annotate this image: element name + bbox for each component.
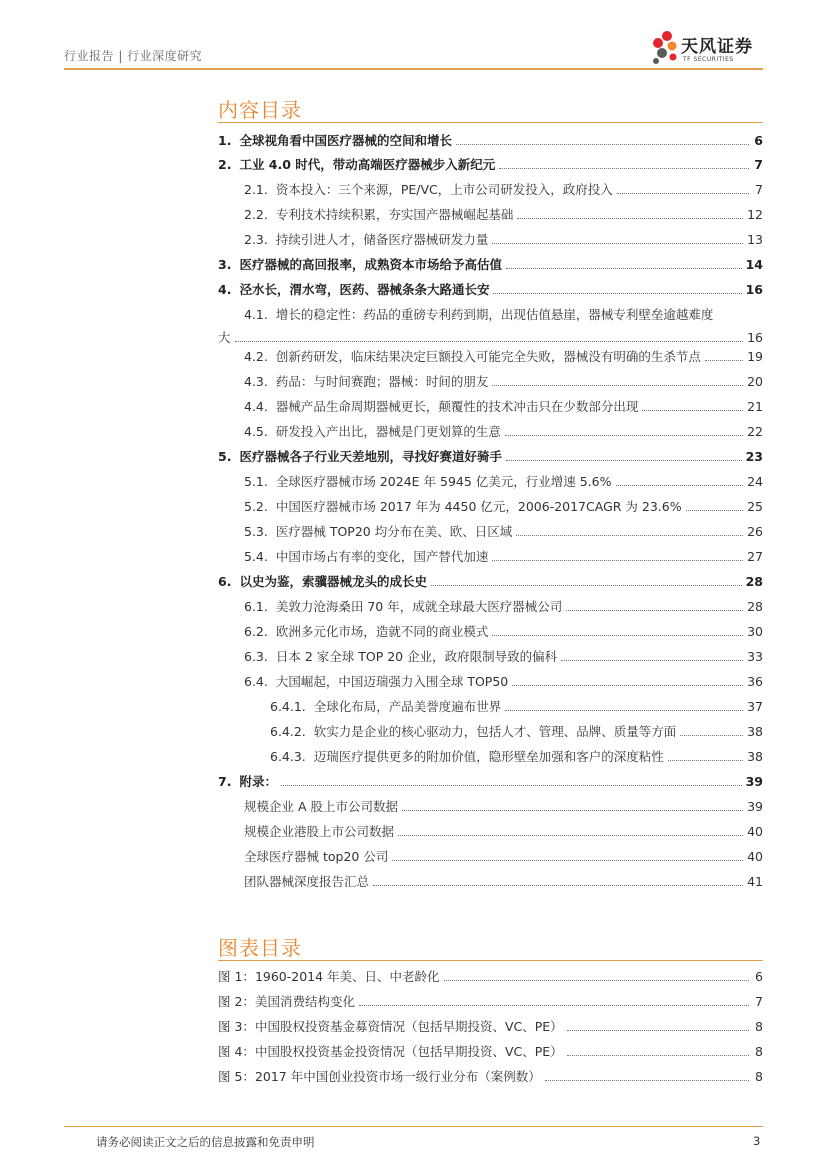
toc-entry-number: 6.4.2. — [270, 724, 306, 739]
figure-entry-number: 图 5： — [218, 1069, 255, 1084]
toc-entry-number: 5. — [218, 449, 232, 464]
leader-dots — [506, 460, 742, 461]
leader-dots — [616, 485, 744, 486]
toc-entry-title: 全球医疗器械 top20 公司 — [244, 849, 389, 864]
toc-entry-title: 全球视角看中国医疗器械的空间和增长 — [239, 133, 452, 148]
toc-entry-page: 38 — [747, 749, 763, 764]
toc-entry-page: 19 — [747, 349, 763, 364]
toc-entry-page: 24 — [747, 474, 763, 489]
figure-entry[interactable] — [218, 967, 763, 985]
toc-entry[interactable] — [218, 772, 763, 790]
toc-entry-page: 12 — [747, 207, 763, 222]
figure-entry-title: 2017 年中国创业投资市场一级行业分布（案例数） — [254, 1069, 541, 1084]
toc-entry[interactable] — [244, 872, 763, 890]
toc-entry[interactable] — [244, 422, 763, 440]
toc-entry[interactable] — [218, 280, 763, 298]
leader-dots — [617, 193, 749, 194]
figure-entry-page: 8 — [755, 1069, 763, 1084]
leader-dots — [392, 860, 743, 861]
toc-entry-page: 25 — [747, 499, 763, 514]
figure-entry-page: 6 — [755, 969, 763, 984]
toc-entry[interactable] — [244, 397, 763, 415]
leader-dots — [281, 785, 742, 786]
toc-entry[interactable] — [244, 372, 763, 390]
toc-entry[interactable] — [218, 131, 763, 149]
leader-dots — [402, 810, 743, 811]
page-number: 3 — [753, 1134, 761, 1148]
leader-dots — [505, 435, 743, 436]
leader-dots — [359, 1005, 749, 1006]
figure-entry-number: 图 4： — [218, 1044, 255, 1059]
toc-entry-title: 迈瑞医疗提供更多的附加价值，隐形壁垒加强和客户的深度粘性 — [313, 749, 664, 764]
toc-entry-title: 持续引进人才，储备医疗器械研发力量 — [275, 232, 489, 247]
toc-entry[interactable] — [244, 497, 763, 515]
leader-dots — [566, 610, 743, 611]
figure-entry[interactable] — [218, 1017, 763, 1035]
toc-entry-title: 美敦力沧海桑田 70 年，成就全球最大医疗器械公司 — [275, 599, 563, 614]
toc-entry-page: 16 — [745, 282, 763, 297]
toc-entry-page: 14 — [745, 257, 763, 272]
toc-entry[interactable] — [270, 722, 763, 740]
figure-entry[interactable] — [218, 1067, 763, 1085]
leader-dots — [516, 535, 743, 536]
toc-entry-title: 资本投入：三个来源，PE/VC，上市公司研发投入，政府投入 — [275, 182, 613, 197]
toc-entry-number: 1. — [218, 133, 232, 148]
leader-dots — [373, 885, 743, 886]
toc-entry-title-continued: 大 — [218, 330, 231, 345]
toc-entry-number: 4.4. — [244, 399, 268, 414]
toc-entry-page: 26 — [747, 524, 763, 539]
footer-rule — [64, 1126, 763, 1127]
toc-entry[interactable] — [244, 672, 763, 690]
toc-entry-title: 团队器械深度报告汇总 — [244, 874, 370, 889]
toc-entry-page: 38 — [747, 724, 763, 739]
toc-entry-page: 30 — [747, 624, 763, 639]
toc-entry-title: 泾水长，渭水弯，医药、器械条条大路通长安 — [239, 282, 490, 297]
toc-entry-title: 软实力是企业的核心驱动力，包括人才、管理、品牌、质量等方面 — [313, 724, 677, 739]
figures-title-rule — [218, 960, 763, 961]
toc-entry-number: 6.2. — [244, 624, 268, 639]
toc-entry[interactable] — [244, 597, 763, 615]
toc-entry-title: 附录： — [239, 774, 277, 789]
toc-entry-page: 33 — [747, 649, 763, 664]
toc-entry[interactable] — [218, 155, 763, 173]
toc-entry-page: 40 — [747, 849, 763, 864]
figure-entry-number: 图 2： — [218, 994, 255, 1009]
toc-entry-number: 5.2. — [244, 499, 268, 514]
toc-entry-number: 6. — [218, 574, 232, 589]
leader-dots — [492, 560, 743, 561]
header-rule — [64, 68, 763, 70]
toc-entry-title: 中国市场占有率的变化，国产替代加速 — [275, 549, 489, 564]
toc-entry-title: 日本 2 家全球 TOP 20 企业，政府限制导致的偏科 — [275, 649, 558, 664]
toc-entry[interactable] — [244, 822, 763, 840]
footer-disclaimer: 请务必阅读正文之后的信息披露和免责申明 — [96, 1135, 315, 1149]
leader-dots — [444, 980, 749, 981]
toc-entry-title: 专利技术持续积累，夯实国产器械崛起基础 — [275, 207, 514, 222]
toc-entry-title: 药品：与时间赛跑；器械：时间的朋友 — [275, 374, 489, 389]
toc-entry-title: 医疗器械 TOP20 均分布在美、欧、日区域 — [275, 524, 513, 539]
toc-entry[interactable] — [244, 522, 763, 540]
toc-entry-page: 22 — [747, 424, 763, 439]
toc-entry-number: 2.1. — [244, 182, 268, 197]
leader-dots — [517, 218, 743, 219]
toc-title: 内容目录 — [218, 98, 302, 122]
toc-entry-page: 27 — [747, 549, 763, 564]
leader-dots — [545, 1080, 749, 1081]
report-category: 行业报告 | 行业深度研究 — [64, 49, 203, 63]
toc-entry[interactable] — [244, 180, 763, 198]
toc-entry[interactable] — [270, 747, 763, 765]
figures-title: 图表目录 — [218, 936, 302, 960]
toc-entry-title: 规模企业 A 股上市公司数据 — [244, 799, 398, 814]
logo-petals-icon — [651, 28, 681, 72]
toc-entry[interactable] — [218, 255, 763, 273]
figure-entry[interactable] — [218, 992, 763, 1010]
leader-dots — [705, 360, 743, 361]
leader-dots — [492, 635, 743, 636]
figure-entry-page: 8 — [755, 1019, 763, 1034]
toc-entry-number: 4.1. — [244, 307, 268, 322]
figure-entry[interactable] — [218, 1042, 763, 1060]
leader-dots — [505, 710, 743, 711]
leader-dots — [506, 268, 742, 269]
figure-entry-number: 图 1： — [218, 969, 255, 984]
toc-entry-number: 2.3. — [244, 232, 268, 247]
toc-entry[interactable] — [244, 622, 763, 640]
toc-title-rule — [218, 122, 763, 123]
toc-entry-page: 21 — [747, 399, 763, 414]
toc-entry-number: 5.3. — [244, 524, 268, 539]
figure-entry-number: 图 3： — [218, 1019, 255, 1034]
figure-entry-page: 7 — [755, 994, 763, 1009]
leader-dots — [235, 341, 744, 342]
toc-entry-page: 16 — [747, 330, 763, 345]
toc-entry-page: 7 — [755, 182, 763, 197]
figure-entry-title: 中国股权投资基金募资情况（包括早期投资、VC、PE） — [254, 1019, 563, 1034]
toc-entry-title: 以史为鉴，索骥器械龙头的成长史 — [239, 574, 427, 589]
leader-dots — [668, 760, 743, 761]
figure-entry-title: 1960-2014 年美、日、中老龄化 — [254, 969, 440, 984]
toc-entry-page: 41 — [747, 874, 763, 889]
toc-entry-title: 研发投入产出比，器械是门更划算的生意 — [275, 424, 501, 439]
toc-entry[interactable] — [218, 572, 763, 590]
toc-entry[interactable] — [244, 647, 763, 665]
toc-entry-page: 28 — [745, 574, 763, 589]
toc-entry-number: 7. — [218, 774, 232, 789]
leader-dots — [567, 1030, 749, 1031]
toc-entry-title: 全球医疗器械市场 2024E 年 5945 亿美元，行业增速 5.6% — [275, 474, 612, 489]
toc-entry[interactable] — [270, 697, 763, 715]
toc-entry-number: 2.2. — [244, 207, 268, 222]
toc-entry[interactable] — [218, 305, 763, 346]
leader-dots — [686, 510, 743, 511]
toc-entry-number: 6.4.1. — [270, 699, 306, 714]
toc-entry-page: 6 — [754, 133, 763, 148]
toc-entry-page: 13 — [747, 232, 763, 247]
toc-entry-title: 器械产品生命周期器械更长，颠覆性的技术冲击只在少数部分出现 — [275, 399, 639, 414]
toc-entry-title: 增长的稳定性：药品的重磅专利药到期，出现估值悬崖，器械专利壁垒逾越难度 — [275, 307, 714, 322]
toc-entry-number: 5.1. — [244, 474, 268, 489]
leader-dots — [561, 660, 743, 661]
tf-securities-logo — [651, 28, 771, 72]
toc-entry-number: 6.4. — [244, 674, 268, 689]
toc-entry[interactable] — [244, 847, 763, 865]
leader-dots — [499, 168, 749, 169]
leader-dots — [512, 685, 743, 686]
leader-dots — [492, 243, 743, 244]
toc-entry-number: 5.4. — [244, 549, 268, 564]
figure-entry-page: 8 — [755, 1044, 763, 1059]
leader-dots — [567, 1055, 749, 1056]
leader-dots — [492, 385, 743, 386]
toc-entry-title: 工业 4.0 时代，带动高端医疗器械步入新纪元 — [239, 157, 496, 172]
leader-dots — [456, 144, 749, 145]
toc-entry-page: 7 — [754, 157, 763, 172]
leader-dots — [431, 585, 742, 586]
toc-entry-title: 规模企业港股上市公司数据 — [244, 824, 395, 839]
leader-dots — [680, 735, 743, 736]
toc-entry-number: 6.4.3. — [270, 749, 306, 764]
toc-entry-number: 4.5. — [244, 424, 268, 439]
toc-entry[interactable] — [244, 230, 763, 248]
toc-entry[interactable] — [218, 447, 763, 465]
toc-entry-page: 36 — [747, 674, 763, 689]
toc-entry-page: 37 — [747, 699, 763, 714]
toc-entry-title: 全球化布局，产品美誉度遍布世界 — [313, 699, 502, 714]
toc-entry-page: 28 — [747, 599, 763, 614]
toc-entry-number: 4. — [218, 282, 232, 297]
toc-entry-title: 创新药研发，临床结果决定巨额投入可能完全失败，器械没有明确的生杀节点 — [275, 349, 701, 364]
toc-entry-number: 2. — [218, 157, 232, 172]
toc-entry-page: 39 — [747, 799, 763, 814]
toc-entry[interactable] — [244, 547, 763, 565]
toc-entry[interactable] — [244, 472, 763, 490]
toc-entry[interactable] — [244, 205, 763, 223]
toc-entry-page: 39 — [745, 774, 763, 789]
toc-entry-number: 6.1. — [244, 599, 268, 614]
toc-entry-title: 欧洲多元化市场，造就不同的商业模式 — [275, 624, 489, 639]
toc-entry-number: 6.3. — [244, 649, 268, 664]
toc-entry-page: 23 — [745, 449, 763, 464]
toc-entry-number: 4.2. — [244, 349, 268, 364]
toc-entry-number: 4.3. — [244, 374, 268, 389]
figure-entry-title: 美国消费结构变化 — [254, 994, 355, 1009]
figure-entry-title: 中国股权投资基金投资情况（包括早期投资、VC、PE） — [254, 1044, 563, 1059]
toc-entry-page: 40 — [747, 824, 763, 839]
toc-entry[interactable] — [244, 347, 763, 365]
leader-dots — [398, 835, 743, 836]
toc-entry-title: 大国崛起，中国迈瑞强力入围全球 TOP50 — [275, 674, 509, 689]
toc-entry-title: 医疗器械的高回报率，成熟资本市场给予高估值 — [239, 257, 502, 272]
leader-dots — [493, 293, 741, 294]
toc-entry-number: 3. — [218, 257, 232, 272]
toc-entry-title: 医疗器械各子行业天差地别，寻找好赛道好骑手 — [239, 449, 502, 464]
toc-entry-title: 中国医疗器械市场 2017 年为 4450 亿元，2006-2017CAGR 为 23.6% — [275, 499, 682, 514]
brand-name: 天风证券 — [681, 37, 753, 57]
toc-entry[interactable] — [244, 797, 763, 815]
toc-entry-page: 20 — [747, 374, 763, 389]
brand-subtitle: TF SECURITIES — [683, 56, 734, 63]
leader-dots — [642, 410, 743, 411]
